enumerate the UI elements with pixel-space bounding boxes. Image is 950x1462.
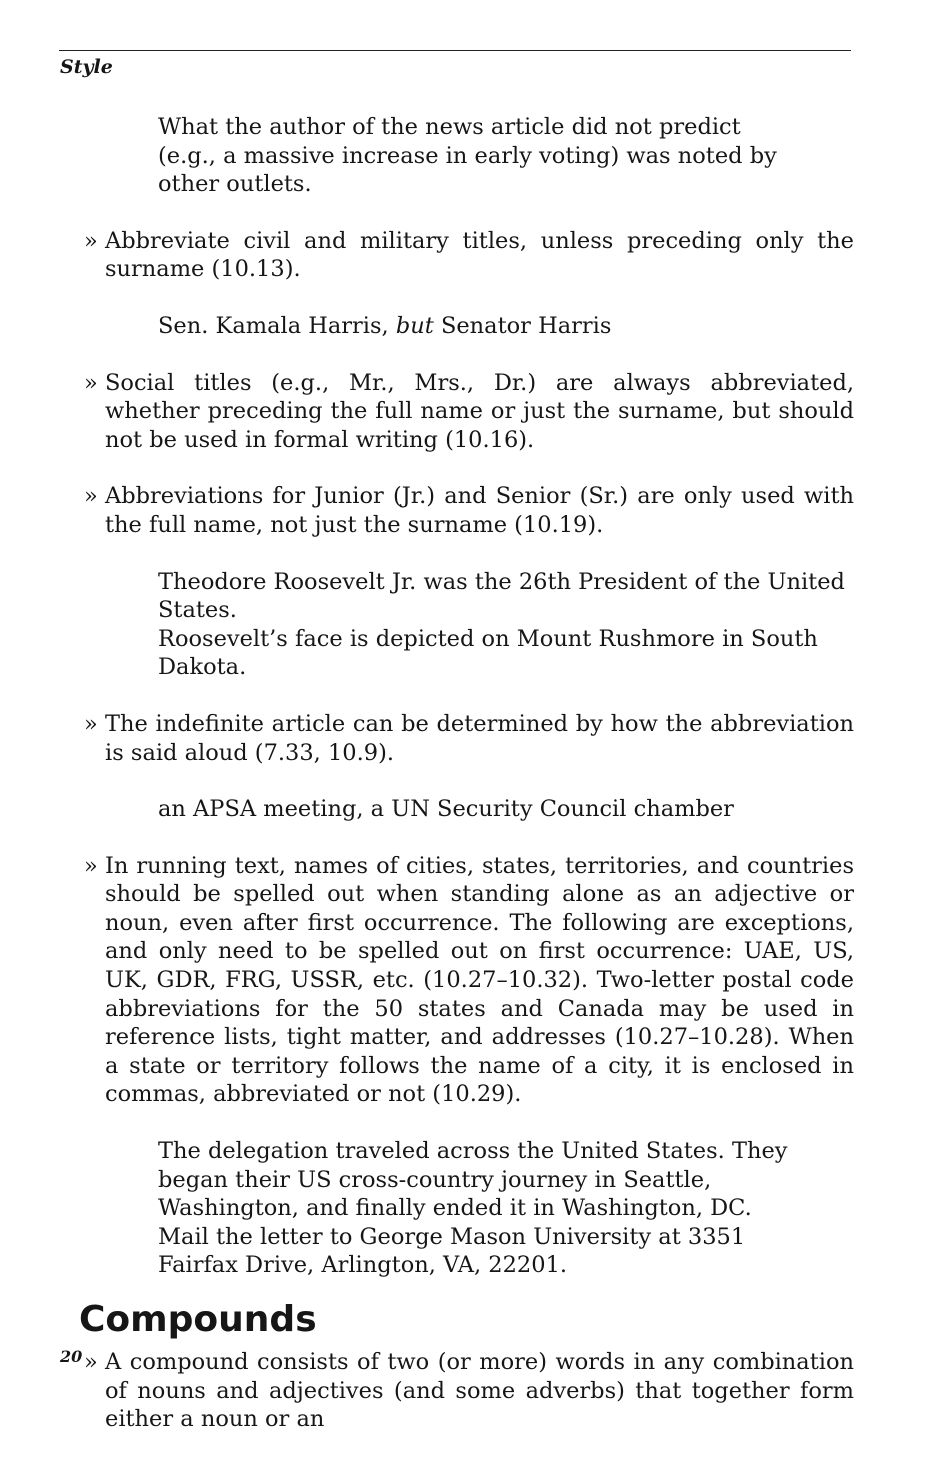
bullet-text: Social titles (e.g., Mr., Mrs., Dr.) are always abbreviated, whether preceding the full name or just the surname, but should not be used in formal writing (10.16). [105, 369, 854, 453]
bullet-text: Abbreviations for Junior (Jr.) and Senior (Sr.) are only used with the full name, not just the surname (10.19). [105, 483, 854, 538]
bullet-indefinite-article [84, 710, 854, 767]
example-roosevelt [158, 568, 854, 682]
bullet-mark: » [84, 710, 98, 737]
bullet-text: A compound consists of two (or more) words in any combination of nouns and adjectives (and some adverbs) that together form either a noun or an [105, 1349, 854, 1433]
bullet-text: The indefinite article can be determined by how the abbreviation is said aloud (7.33, 10.9). [105, 710, 854, 766]
bullet-place-names [84, 852, 854, 1109]
bullet-junior-senior [84, 482, 854, 539]
example-line: Mail the letter to George Mason University at 3351 Fairfax Drive, Arlington, VA, 22201. [158, 1223, 746, 1279]
example-senator: Sen. Kamala Harris, but Senator Harris [158, 312, 612, 339]
bullet-mark: » [84, 852, 98, 879]
bullet-mark: » [84, 1349, 98, 1375]
bullet-mark: » [84, 369, 98, 396]
example-line: Roosevelt’s face is depicted on Mount Rushmore in South Dakota. [158, 625, 818, 681]
example-apsa: an APSA meeting, a UN Security Council chamber [158, 796, 734, 823]
example-delegation [158, 1137, 808, 1280]
example-line: Theodore Roosevelt Jr. was the 26th President of the United States. [158, 568, 845, 624]
page-number: 20 [60, 1347, 83, 1366]
running-head: Style [60, 56, 113, 78]
bullet-text: In running text, names of cities, states, territories, and countries should be spelled out when standing alone as an adjective or noun, even after first occurrence. The following are exceptions, and only need to be spelled out on first occurrence: UAE, US, UK, GDR, FRG, USSR, etc. (10.27–10.32). Two-letter postal code abbreviations for the 50 states and Canada may be used in reference lists, tight matter, and addresses (10.27–10.28). When a state or territory follows the name of a city, it is enclosed in commas, abbreviated or not (10.29). [105, 852, 854, 1108]
example-early-voting: What the author of the news article did not predict (e.g., a massive increase in early voting) was noted by other outlets. [158, 114, 777, 198]
bullet-civil-military-titles [84, 227, 854, 284]
bullet-compound-definition [84, 1348, 854, 1434]
bullet-mark: » [84, 227, 98, 254]
bullet-mark: » [84, 483, 98, 510]
emphasis-but: but [395, 312, 434, 339]
header-rule [59, 50, 851, 51]
page-body [79, 113, 854, 1462]
section-heading-compounds: Compounds [79, 1299, 317, 1340]
bullet-social-titles [84, 369, 854, 455]
example-line: The delegation traveled across the United States. They began their US cross-country journey in Seattle, Washington, and finally ended it in Washington, DC. [158, 1138, 788, 1222]
bullet-text: Abbreviate civil and military titles, unless preceding only the surname (10.13). [105, 227, 854, 283]
